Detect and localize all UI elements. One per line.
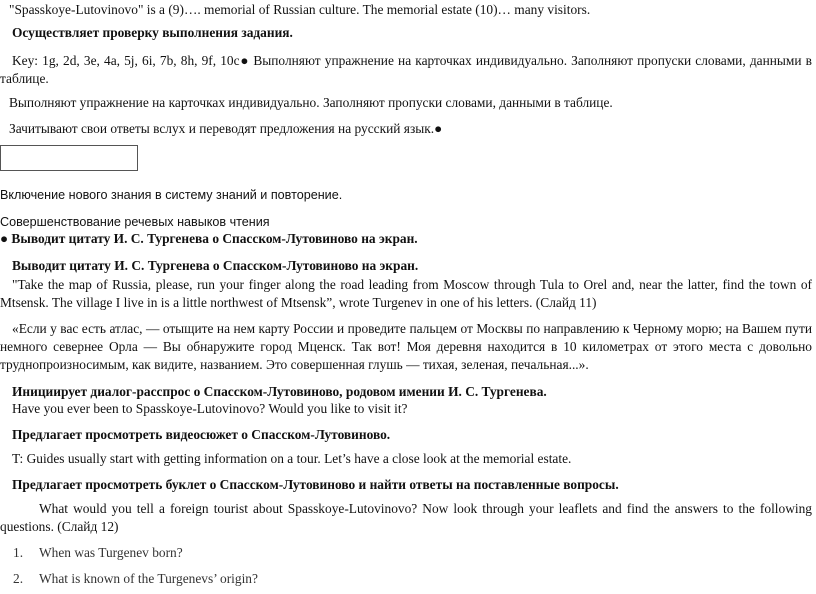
quote-bullet-line: ● Выводит цитату И. С. Тургенева о Спасском-Лутовиново на экран. (0, 231, 418, 246)
list-item-text: What is known of the Turgenevs’ origin? (39, 571, 258, 586)
list-item-number: 2. (13, 571, 24, 586)
turgenev-quote-english: "Take the map of Russia, please, run your finger along the road leading from Moscow through Tula to Orel and, near the latter, find the town of Mtsensk. The village I live in is a little northwest of Mtsensk”, wrote Turgenev in one of his letters. (Слайд 11) (0, 277, 812, 310)
student-action-read-aloud: Зачитывают свои ответы вслух и переводят предложения на русский язык.● (9, 121, 443, 136)
dialogue-question: Have you ever been to Spasskoye-Lutovinovo? Would you like to visit it? (12, 401, 408, 416)
reading-skills-heading: Совершенствование речевых навыков чтения (0, 215, 270, 229)
teacher-action-quote: Выводит цитату И. С. Тургенева о Спасском-Лутовиново на экран. (12, 258, 419, 273)
list-item-number: 1. (13, 545, 24, 560)
teacher-action-dialogue: Инициирует диалог-расспрос о Спасском-Лутовиново, родовом имении И. С. Тургенева. (12, 384, 547, 399)
teacher-action-check: Осуществляет проверку выполнения задания. (12, 25, 293, 40)
list-item (13, 544, 183, 562)
list-item (13, 570, 258, 588)
exercise-sentence: "Spasskoye-Lutovinovo" is a (9)…. memorial of Russian culture. The memorial estate (10)… many visitors. (9, 2, 591, 17)
turgenev-quote-russian: «Если у вас есть атлас, — отыщите на нем карту России и проведите пальцем от Москвы по направлению к Черному морю; на Вашем пути немного севернее Орла — Вы обнаружите город Мценск. Так вот! Моя деревня находится в 10 километрах от этого места с довольно труднопроизносимым, как видите, названием. Это совершенная глушь — тихая, зеленая, печальная...». (0, 321, 812, 372)
list-item-text: When was Turgenev born? (39, 545, 183, 560)
section-heading-new-knowledge: Включение нового знания в систему знаний и повторение. (0, 188, 343, 202)
teacher-action-video: Предлагает просмотреть видеосюжет о Спасском-Лутовиново. (12, 427, 391, 442)
student-action-cards: Выполняют упражнение на карточках индивидуально. Заполняют пропуски словами, данными в таблице. (9, 95, 613, 110)
answer-key: Key: 1g, 2d, 3e, 4a, 5j, 6i, 7b, 8h, 9f, 10c● Выполняют упражнение на карточках индивидуально. Заполняют пропуски словами, данными в таблице. (0, 53, 812, 86)
teacher-action-booklet: Предлагает просмотреть буклет о Спасском-Лутовиново и найти ответы на поставленные вопросы. (12, 477, 619, 492)
teacher-guides-line: T: Guides usually start with getting information on a tour. Let’s have a close look at the memorial estate. (12, 451, 572, 466)
leaflet-task: What would you tell a foreign tourist about Spasskoye-Lutovinovo? Now look through your leaflets and find the answers to the following questions. (Слайд 12) (0, 501, 812, 534)
empty-text-box (0, 145, 138, 171)
